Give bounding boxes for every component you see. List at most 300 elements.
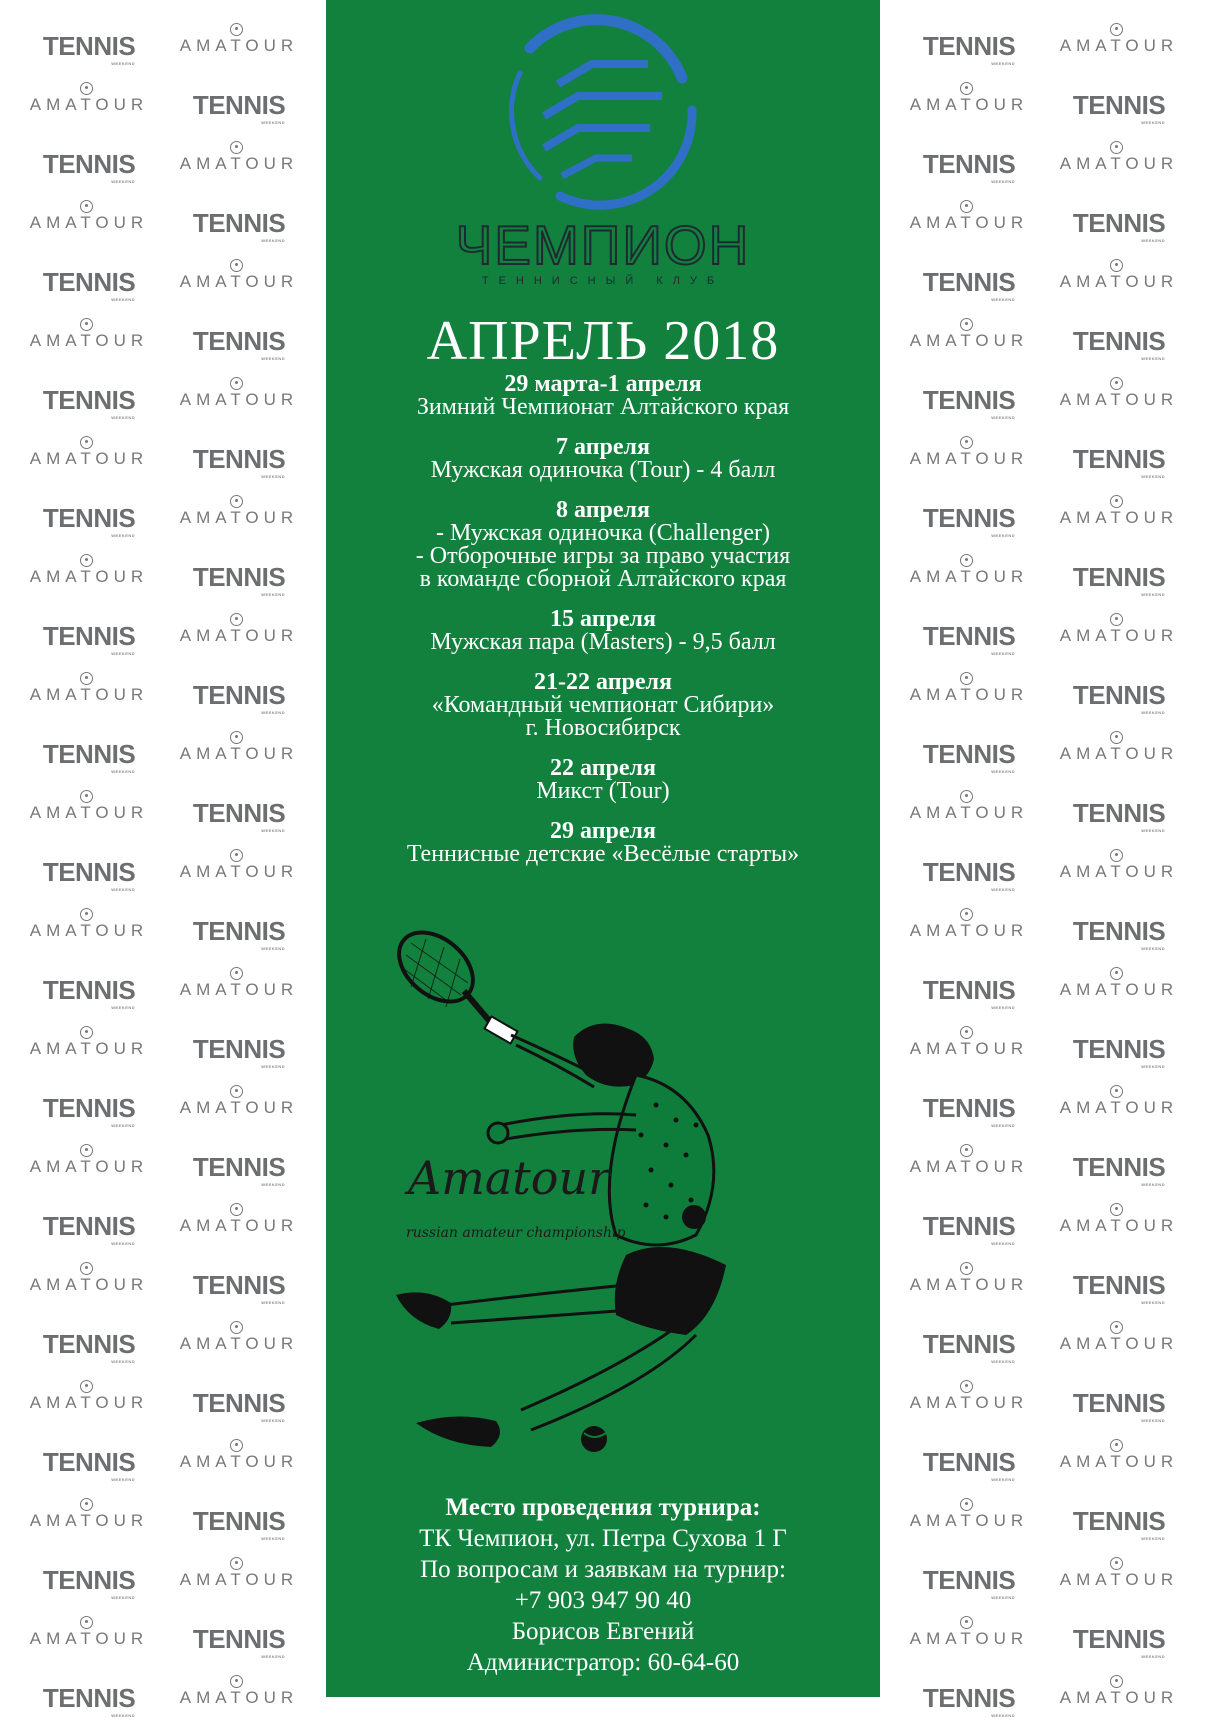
tennis-weekend-logo xyxy=(14,1078,164,1137)
amatour-logo-text xyxy=(180,273,298,290)
tennis-weekend-logo xyxy=(1044,429,1194,488)
tennis-logo-text: TENNIS WEEKEND xyxy=(43,1567,135,1593)
amatour-logo-text xyxy=(180,1217,298,1234)
amatour-logo-text xyxy=(910,686,1028,703)
amatour-logo xyxy=(894,1019,1044,1078)
tennis-weekend-logo xyxy=(14,1668,164,1727)
amatour-logo xyxy=(164,1078,314,1137)
amatour-logo-text xyxy=(910,1512,1028,1529)
tennis-ball-icon xyxy=(1110,1557,1123,1570)
tennis-weekend-logo xyxy=(164,311,314,370)
tennis-ball-icon xyxy=(960,790,973,803)
tennis-weekend-logo xyxy=(894,1314,1044,1373)
tennis-weekend-logo xyxy=(1044,1019,1194,1078)
amatour-logo-text xyxy=(1060,391,1178,408)
amatour-logo xyxy=(14,1373,164,1432)
amatour-logo-text xyxy=(1060,745,1178,762)
amatour-logo xyxy=(894,311,1044,370)
tennis-weekend-logo xyxy=(894,842,1044,901)
tennis-weekend-logo xyxy=(894,1668,1044,1727)
event-item xyxy=(326,435,880,482)
amatour-logo xyxy=(894,783,1044,842)
event-item xyxy=(326,819,880,866)
tennis-ball-icon xyxy=(230,849,243,862)
amatour-logo xyxy=(1044,134,1194,193)
amatour-logo-label: AMATOUR xyxy=(1059,1688,1179,1707)
tennis-ball-icon xyxy=(230,1321,243,1334)
amatour-logo xyxy=(894,1373,1044,1432)
amatour-logo-text xyxy=(910,1040,1028,1057)
amatour-logo-label: AMATOUR xyxy=(909,1157,1029,1176)
amatour-logo xyxy=(1044,1668,1194,1727)
amatour-logo xyxy=(164,1196,314,1255)
venue-label: Место проведения турнира: xyxy=(445,1494,761,1521)
tennis-weekend-logo xyxy=(1044,665,1194,724)
amatour-logo-label: AMATOUR xyxy=(179,1452,299,1471)
tennis-ball-icon xyxy=(960,82,973,95)
tennis-logo-text: TENNIS WEEKEND xyxy=(923,1685,1015,1711)
amatour-logo-text xyxy=(180,1571,298,1588)
tennis-weekend-logo xyxy=(894,16,1044,75)
tennis-logo-text: TENNIS WEEKEND xyxy=(193,1154,285,1180)
tennis-logo-text: TENNIS WEEKEND xyxy=(923,741,1015,767)
tennis-weekend-logo xyxy=(14,606,164,665)
amatour-logo xyxy=(894,1255,1044,1314)
amatour-logo-label: AMATOUR xyxy=(29,567,149,586)
tennis-weekend-logo xyxy=(894,1078,1044,1137)
amatour-logo-label: AMATOUR xyxy=(179,154,299,173)
amatour-logo xyxy=(164,1432,314,1491)
amatour-logo-text xyxy=(1060,155,1178,172)
amatour-logo-label: AMATOUR xyxy=(179,744,299,763)
club-logo-icon xyxy=(500,18,706,208)
amatour-logo xyxy=(894,1491,1044,1550)
tennis-logo-text: TENNIS WEEKEND xyxy=(1073,1272,1165,1298)
amatour-logo-text xyxy=(30,1630,148,1647)
tennis-logo-text: TENNIS WEEKEND xyxy=(923,859,1015,885)
event-description: Микст (Tour) xyxy=(536,778,670,804)
tennis-ball-icon xyxy=(960,554,973,567)
tennis-ball-icon xyxy=(230,1439,243,1452)
amatour-logo xyxy=(14,75,164,134)
amatour-logo-text xyxy=(30,804,148,821)
amatour-logo-label: AMATOUR xyxy=(179,626,299,645)
amatour-logo-text xyxy=(30,922,148,939)
tennis-logo-text: TENNIS WEEKEND xyxy=(1073,92,1165,118)
tennis-ball-icon xyxy=(960,436,973,449)
tennis-ball-icon xyxy=(80,554,93,567)
tennis-weekend-logo xyxy=(14,488,164,547)
tennis-ball-icon xyxy=(80,672,93,685)
tennis-logo-text: TENNIS WEEKEND xyxy=(43,1449,135,1475)
tennis-logo-text: TENNIS WEEKEND xyxy=(43,387,135,413)
amatour-logo-text xyxy=(910,214,1028,231)
amatour-logo-label: AMATOUR xyxy=(909,95,1029,114)
amatour-logo-label: AMATOUR xyxy=(1059,1452,1179,1471)
amatour-logo-text xyxy=(1060,509,1178,526)
tennis-logo-text: TENNIS WEEKEND xyxy=(43,505,135,531)
amatour-logo-text xyxy=(30,568,148,585)
amatour-logo-label: AMATOUR xyxy=(909,803,1029,822)
tennis-ball-icon xyxy=(230,1675,243,1688)
event-item xyxy=(326,607,880,654)
tennis-player-illustration xyxy=(326,925,880,1485)
tennis-ball-icon xyxy=(230,259,243,272)
amatour-logo-text xyxy=(1060,1099,1178,1116)
tennis-weekend-logo xyxy=(164,665,314,724)
amatour-logo-label: AMATOUR xyxy=(179,862,299,881)
event-date: 15 апреля xyxy=(550,606,656,632)
amatour-logo-label: AMATOUR xyxy=(29,685,149,704)
amatour-logo xyxy=(14,1019,164,1078)
tennis-ball-icon xyxy=(1110,141,1123,154)
tennis-ball-icon xyxy=(230,141,243,154)
tennis-ball-icon xyxy=(960,1144,973,1157)
venue-address: ТК Чемпион, ул. Петра Сухова 1 Г xyxy=(419,1525,787,1552)
tennis-weekend-logo xyxy=(14,1196,164,1255)
amatour-logo xyxy=(894,1137,1044,1196)
amatour-brand: Amatour xyxy=(408,1151,611,1205)
amatour-logo-text xyxy=(30,1040,148,1057)
tennis-logo-text: TENNIS WEEKEND xyxy=(193,682,285,708)
tennis-weekend-logo xyxy=(894,488,1044,547)
tennis-ball-icon xyxy=(80,200,93,213)
amatour-logo-label: AMATOUR xyxy=(1059,862,1179,881)
tennis-ball-icon xyxy=(1110,1675,1123,1688)
event-description: г. Новосибирск xyxy=(525,715,681,741)
amatour-logo xyxy=(1044,488,1194,547)
amatour-logo-text xyxy=(910,922,1028,939)
amatour-tagline: russian amateur championship xyxy=(406,1225,626,1241)
amatour-logo-label: AMATOUR xyxy=(909,331,1029,350)
tennis-ball-icon xyxy=(230,377,243,390)
tennis-logo-text: TENNIS WEEKEND xyxy=(43,741,135,767)
amatour-logo-label: AMATOUR xyxy=(909,1393,1029,1412)
amatour-logo xyxy=(1044,606,1194,665)
amatour-logo xyxy=(14,901,164,960)
amatour-logo-label: AMATOUR xyxy=(909,1629,1029,1648)
amatour-logo-label: AMATOUR xyxy=(179,1334,299,1353)
tennis-weekend-logo xyxy=(164,1373,314,1432)
event-date: 29 апреля xyxy=(550,818,656,844)
amatour-logo-text xyxy=(180,1453,298,1470)
amatour-logo xyxy=(894,547,1044,606)
tennis-logo-text: TENNIS WEEKEND xyxy=(1073,210,1165,236)
poster-panel xyxy=(326,0,880,1697)
tennis-ball-icon xyxy=(1110,849,1123,862)
amatour-logo-label: AMATOUR xyxy=(179,1216,299,1235)
amatour-logo-text xyxy=(30,96,148,113)
tennis-weekend-logo xyxy=(164,1019,314,1078)
amatour-logo xyxy=(894,901,1044,960)
tennis-weekend-logo xyxy=(164,75,314,134)
tennis-weekend-logo xyxy=(14,1550,164,1609)
amatour-logo-text xyxy=(910,1630,1028,1647)
amatour-logo-label: AMATOUR xyxy=(1059,272,1179,291)
tennis-logo-text: TENNIS WEEKEND xyxy=(193,210,285,236)
tennis-weekend-logo xyxy=(894,1550,1044,1609)
amatour-logo-label: AMATOUR xyxy=(1059,1098,1179,1117)
tennis-ball-icon xyxy=(1110,377,1123,390)
amatour-logo-label: AMATOUR xyxy=(179,390,299,409)
amatour-logo-label: AMATOUR xyxy=(909,1039,1029,1058)
event-description: Мужская пара (Masters) - 9,5 балл xyxy=(430,629,776,655)
tennis-logo-text: TENNIS WEEKEND xyxy=(193,1272,285,1298)
amatour-logo-text xyxy=(30,686,148,703)
amatour-logo xyxy=(1044,16,1194,75)
event-date: 8 апреля xyxy=(556,497,650,523)
tennis-logo-text: TENNIS WEEKEND xyxy=(923,1331,1015,1357)
right-logo-pattern xyxy=(880,0,1206,1713)
amatour-logo-label: AMATOUR xyxy=(29,449,149,468)
tennis-logo-text: TENNIS WEEKEND xyxy=(1073,1390,1165,1416)
amatour-logo-text xyxy=(180,155,298,172)
amatour-logo-text xyxy=(1060,627,1178,644)
amatour-logo-label: AMATOUR xyxy=(29,213,149,232)
tennis-logo-text: TENNIS WEEKEND xyxy=(1073,1626,1165,1652)
amatour-logo-label: AMATOUR xyxy=(1059,390,1179,409)
amatour-logo xyxy=(164,370,314,429)
club-subtitle: ТЕННИСНЫЙ КЛУБ xyxy=(481,275,725,287)
amatour-logo xyxy=(1044,1196,1194,1255)
tennis-logo-text: TENNIS WEEKEND xyxy=(1073,1154,1165,1180)
event-description: в команде сборной Алтайского края xyxy=(419,566,787,592)
amatour-logo xyxy=(894,1609,1044,1668)
tennis-ball-icon xyxy=(1110,259,1123,272)
tennis-weekend-logo xyxy=(14,370,164,429)
amatour-logo xyxy=(14,1255,164,1314)
tennis-logo-text: TENNIS WEEKEND xyxy=(923,1213,1015,1239)
tennis-logo-text: TENNIS WEEKEND xyxy=(923,1567,1015,1593)
amatour-logo-label: AMATOUR xyxy=(179,1098,299,1117)
tennis-ball-icon xyxy=(1110,1439,1123,1452)
event-item xyxy=(326,756,880,803)
event-description: - Мужская одиночка (Challenger) xyxy=(435,520,771,546)
amatour-logo-label: AMATOUR xyxy=(909,1275,1029,1294)
tennis-weekend-logo xyxy=(1044,1491,1194,1550)
amatour-logo xyxy=(14,1491,164,1550)
tennis-logo-text: TENNIS WEEKEND xyxy=(193,92,285,118)
amatour-logo-text xyxy=(180,1335,298,1352)
tennis-logo-text: TENNIS WEEKEND xyxy=(43,151,135,177)
amatour-logo xyxy=(164,1314,314,1373)
tennis-ball-icon xyxy=(80,1026,93,1039)
tennis-weekend-logo xyxy=(14,724,164,783)
tennis-weekend-logo xyxy=(164,1255,314,1314)
amatour-logo-text xyxy=(30,1512,148,1529)
amatour-logo-text xyxy=(1060,1689,1178,1706)
tennis-ball-icon xyxy=(1110,495,1123,508)
tennis-logo-text: TENNIS WEEKEND xyxy=(193,564,285,590)
tennis-logo-text: TENNIS WEEKEND xyxy=(923,387,1015,413)
amatour-logo-text xyxy=(180,745,298,762)
tennis-logo-text: TENNIS WEEKEND xyxy=(43,1095,135,1121)
amatour-logo xyxy=(1044,724,1194,783)
amatour-logo xyxy=(14,1137,164,1196)
amatour-logo xyxy=(894,665,1044,724)
tennis-logo-text: TENNIS WEEKEND xyxy=(1073,1036,1165,1062)
amatour-logo xyxy=(894,429,1044,488)
tennis-logo-text: TENNIS WEEKEND xyxy=(43,859,135,885)
amatour-logo-label: AMATOUR xyxy=(29,331,149,350)
amatour-logo xyxy=(14,1609,164,1668)
amatour-logo xyxy=(14,547,164,606)
tennis-weekend-logo xyxy=(1044,1373,1194,1432)
amatour-logo-label: AMATOUR xyxy=(909,449,1029,468)
tennis-ball-icon xyxy=(960,1262,973,1275)
amatour-logo-label: AMATOUR xyxy=(29,1275,149,1294)
amatour-logo-label: AMATOUR xyxy=(1059,1570,1179,1589)
tennis-logo-text: TENNIS WEEKEND xyxy=(43,269,135,295)
tennis-logo-text: TENNIS WEEKEND xyxy=(193,1036,285,1062)
amatour-logo-text xyxy=(910,1158,1028,1175)
amatour-logo-label: AMATOUR xyxy=(909,567,1029,586)
tennis-weekend-logo xyxy=(164,193,314,252)
amatour-logo-text xyxy=(30,332,148,349)
amatour-logo-label: AMATOUR xyxy=(179,508,299,527)
tennis-ball-icon xyxy=(230,1085,243,1098)
amatour-logo-text xyxy=(180,1689,298,1706)
amatour-logo-label: AMATOUR xyxy=(1059,980,1179,999)
amatour-logo-text xyxy=(180,863,298,880)
amatour-logo xyxy=(894,193,1044,252)
amatour-logo xyxy=(1044,1314,1194,1373)
amatour-logo-text xyxy=(180,1099,298,1116)
tennis-logo-text: TENNIS WEEKEND xyxy=(193,800,285,826)
amatour-logo xyxy=(164,842,314,901)
tennis-logo-text: TENNIS WEEKEND xyxy=(43,33,135,59)
tennis-weekend-logo xyxy=(894,252,1044,311)
amatour-logo xyxy=(14,193,164,252)
amatour-logo-label: AMATOUR xyxy=(1059,626,1179,645)
tennis-ball-icon xyxy=(230,495,243,508)
amatour-logo-text xyxy=(1060,981,1178,998)
tennis-ball-icon xyxy=(80,1262,93,1275)
amatour-logo-text xyxy=(30,1394,148,1411)
tennis-weekend-logo xyxy=(164,901,314,960)
tennis-weekend-logo xyxy=(164,1609,314,1668)
amatour-logo-label: AMATOUR xyxy=(1059,744,1179,763)
venue-contact: Борисов Евгений xyxy=(511,1618,695,1645)
tennis-ball-icon xyxy=(960,1498,973,1511)
amatour-logo-label: AMATOUR xyxy=(29,1393,149,1412)
amatour-logo-label: AMATOUR xyxy=(1059,36,1179,55)
amatour-logo-label: AMATOUR xyxy=(29,1629,149,1648)
tennis-logo-text: TENNIS WEEKEND xyxy=(193,1390,285,1416)
tennis-weekend-logo xyxy=(164,783,314,842)
amatour-logo-label: AMATOUR xyxy=(179,272,299,291)
amatour-logo-label: AMATOUR xyxy=(179,36,299,55)
amatour-logo-text xyxy=(910,332,1028,349)
tennis-ball-icon xyxy=(1110,613,1123,626)
amatour-logo-label: AMATOUR xyxy=(29,1511,149,1530)
tennis-ball-icon xyxy=(80,908,93,921)
amatour-logo xyxy=(164,1668,314,1727)
left-logo-pattern xyxy=(0,0,326,1713)
venue-admin: Администратор: 60-64-60 xyxy=(466,1649,740,1676)
event-description: Теннисные детские «Весёлые старты» xyxy=(406,841,800,867)
tennis-weekend-logo xyxy=(894,606,1044,665)
amatour-logo-text xyxy=(30,1276,148,1293)
tennis-logo-text: TENNIS WEEKEND xyxy=(1073,682,1165,708)
tennis-logo-text: TENNIS WEEKEND xyxy=(193,1626,285,1652)
tennis-logo-text: TENNIS WEEKEND xyxy=(193,446,285,472)
tennis-weekend-logo xyxy=(1044,193,1194,252)
tennis-weekend-logo xyxy=(14,16,164,75)
event-date: 22 апреля xyxy=(550,755,656,781)
tennis-ball-icon xyxy=(230,967,243,980)
amatour-logo-label: AMATOUR xyxy=(29,921,149,940)
amatour-logo-text xyxy=(180,37,298,54)
amatour-logo-label: AMATOUR xyxy=(1059,1216,1179,1235)
tennis-weekend-logo xyxy=(1044,783,1194,842)
event-item xyxy=(326,670,880,740)
venue-questions: По вопросам и заявкам на турнир: xyxy=(420,1556,786,1583)
amatour-logo-text xyxy=(1060,1217,1178,1234)
amatour-logo xyxy=(1044,370,1194,429)
tennis-weekend-logo xyxy=(894,960,1044,1019)
amatour-logo-text xyxy=(180,627,298,644)
poster-title: АПРЕЛЬ 2018 xyxy=(426,310,780,372)
event-date: 7 апреля xyxy=(556,434,650,460)
tennis-logo-text: TENNIS WEEKEND xyxy=(923,1449,1015,1475)
tennis-ball-icon xyxy=(230,1203,243,1216)
amatour-logo-label: AMATOUR xyxy=(29,1039,149,1058)
amatour-logo-label: AMATOUR xyxy=(909,685,1029,704)
tennis-ball-icon xyxy=(1110,967,1123,980)
tennis-logo-text: TENNIS WEEKEND xyxy=(1073,328,1165,354)
amatour-logo-text xyxy=(1060,863,1178,880)
amatour-logo-label: AMATOUR xyxy=(179,980,299,999)
tennis-ball-icon xyxy=(230,613,243,626)
tennis-weekend-logo xyxy=(1044,75,1194,134)
amatour-logo xyxy=(1044,252,1194,311)
tennis-ball-icon xyxy=(1110,1203,1123,1216)
venue-info xyxy=(326,1492,880,1678)
tennis-weekend-logo xyxy=(14,1432,164,1491)
tennis-logo-text: TENNIS WEEKEND xyxy=(43,1331,135,1357)
amatour-logo xyxy=(1044,1550,1194,1609)
tennis-logo-text: TENNIS WEEKEND xyxy=(923,33,1015,59)
tennis-weekend-logo xyxy=(894,370,1044,429)
tennis-ball-icon xyxy=(80,790,93,803)
tennis-weekend-logo xyxy=(894,1196,1044,1255)
tennis-ball-icon xyxy=(960,318,973,331)
amatour-logo xyxy=(164,1550,314,1609)
amatour-logo-label: AMATOUR xyxy=(1059,154,1179,173)
tennis-ball-icon xyxy=(80,318,93,331)
tennis-weekend-logo xyxy=(1044,1255,1194,1314)
tennis-ball-icon xyxy=(230,731,243,744)
tennis-weekend-logo xyxy=(14,1314,164,1373)
tennis-ball-icon xyxy=(230,1557,243,1570)
tennis-ball-icon xyxy=(80,1498,93,1511)
amatour-logo-text xyxy=(30,1158,148,1175)
tennis-logo-text: TENNIS WEEKEND xyxy=(1073,564,1165,590)
tennis-logo-text: TENNIS WEEKEND xyxy=(43,977,135,1003)
tennis-weekend-logo xyxy=(1044,1137,1194,1196)
tennis-logo-text: TENNIS WEEKEND xyxy=(1073,918,1165,944)
tennis-weekend-logo xyxy=(894,134,1044,193)
tennis-weekend-logo xyxy=(164,1491,314,1550)
tennis-logo-text: TENNIS WEEKEND xyxy=(1073,446,1165,472)
tennis-ball-icon xyxy=(80,436,93,449)
tennis-ball-icon xyxy=(1110,1085,1123,1098)
event-item xyxy=(326,372,880,419)
tennis-ball-icon xyxy=(1110,731,1123,744)
amatour-logo-text xyxy=(180,509,298,526)
tennis-logo-text: TENNIS WEEKEND xyxy=(193,918,285,944)
